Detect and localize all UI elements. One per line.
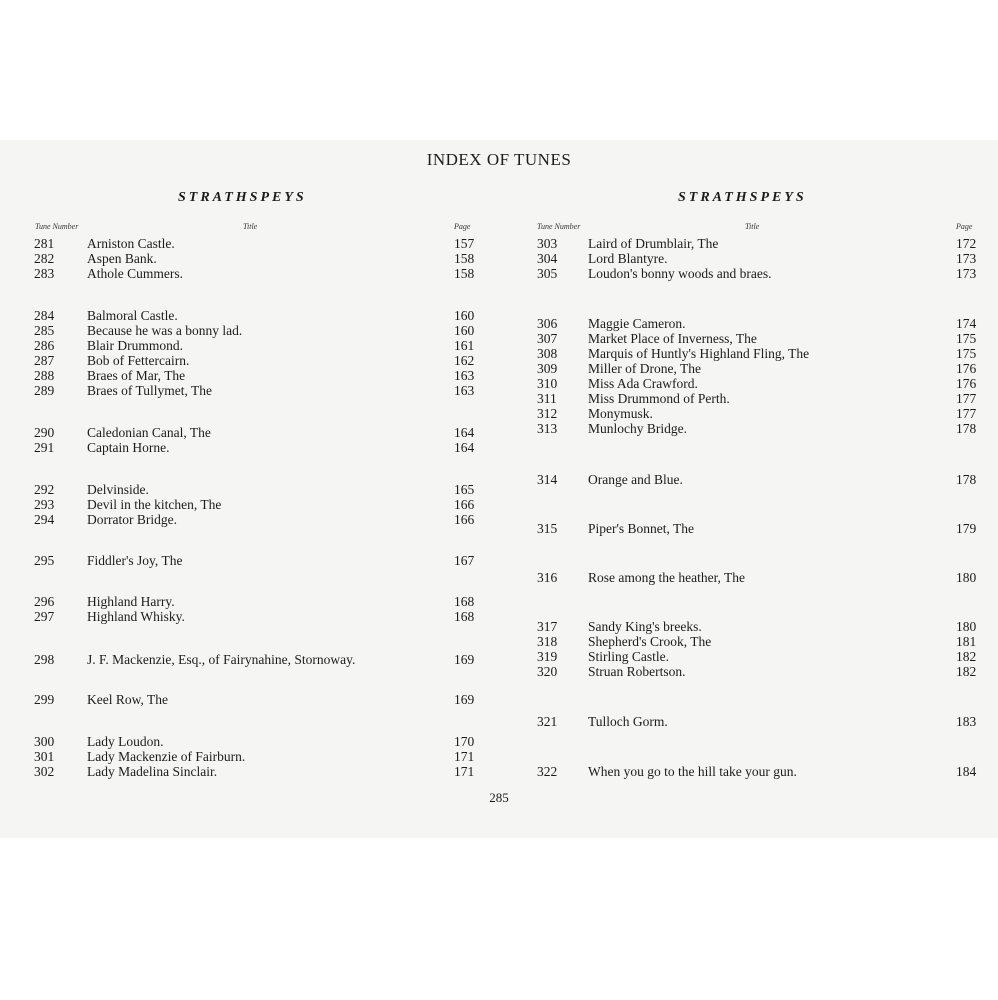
tune-title: Laird of Drumblair, The <box>588 236 719 251</box>
tune-title: Sandy King's breeks. <box>588 619 702 634</box>
page-ref: 163 <box>454 383 475 398</box>
tune-number: 320 <box>537 664 558 679</box>
page-ref: 170 <box>454 734 475 749</box>
page-ref: 166 <box>454 512 475 527</box>
page-ref: 172 <box>956 236 977 251</box>
tune-number: 285 <box>34 323 55 338</box>
page-ref: 167 <box>454 553 475 568</box>
tune-title: Because he was a bonny lad. <box>87 323 243 338</box>
tune-number: 298 <box>34 652 55 667</box>
tune-title: Delvinside. <box>87 482 149 497</box>
tune-title: Maggie Cameron. <box>588 316 686 331</box>
page-ref: 175 <box>956 346 977 361</box>
page-ref: 180 <box>956 570 977 585</box>
tune-title: Rose among the heather, The <box>588 570 746 585</box>
page-ref: 166 <box>454 497 475 512</box>
tune-number: 290 <box>34 425 55 440</box>
tune-title: J. F. Mackenzie, Esq., of Fairynahine, Stornoway. <box>87 652 356 667</box>
tune-title: Orange and Blue. <box>588 472 683 487</box>
tune-number: 316 <box>537 570 558 585</box>
page-number: 285 <box>489 790 509 805</box>
tune-title: Monymusk. <box>588 406 653 421</box>
page-ref: 160 <box>454 308 475 323</box>
page-ref: 157 <box>454 236 475 251</box>
tune-title: Arniston Castle. <box>87 236 175 251</box>
tune-title: Athole Cummers. <box>87 266 183 281</box>
tune-title: Stirling Castle. <box>588 649 669 664</box>
tune-number: 321 <box>537 714 558 729</box>
tune-title: Miss Drummond of Perth. <box>588 391 730 406</box>
tune-number: 314 <box>537 472 558 487</box>
page-ref: 174 <box>956 316 977 331</box>
tune-number: 284 <box>34 308 55 323</box>
tune-title: Piper's Bonnet, The <box>588 521 695 536</box>
tune-number: 312 <box>537 406 558 421</box>
right-col-label-title: Title <box>745 222 760 231</box>
tune-number: 291 <box>34 440 55 455</box>
right-section-heading: STRATHSPEYS <box>678 190 807 205</box>
page-ref: 158 <box>454 251 475 266</box>
tune-title: Struan Robertson. <box>588 664 686 679</box>
page-ref: 158 <box>454 266 475 281</box>
page-ref: 164 <box>454 425 475 440</box>
page-ref: 177 <box>956 391 977 406</box>
page-ref: 183 <box>956 714 977 729</box>
tune-title: Dorrator Bridge. <box>87 512 177 527</box>
tune-number: 322 <box>537 764 558 779</box>
page-title: INDEX OF TUNES <box>426 150 572 169</box>
page-ref: 165 <box>454 482 475 497</box>
tune-number: 289 <box>34 383 55 398</box>
tune-number: 311 <box>537 391 557 406</box>
page-ref: 162 <box>454 353 475 368</box>
tune-title: Fiddler's Joy, The <box>87 553 183 568</box>
tune-title: Marquis of Huntly's Highland Fling, The <box>588 346 810 361</box>
page-ref: 171 <box>454 764 475 779</box>
page-ref: 163 <box>454 368 475 383</box>
page-ref: 168 <box>454 594 475 609</box>
tune-title: Caledonian Canal, The <box>87 425 211 440</box>
page-ref: 169 <box>454 652 475 667</box>
page-ref: 176 <box>956 361 977 376</box>
tune-title: When you go to the hill take your gun. <box>588 764 797 779</box>
tune-number: 315 <box>537 521 558 536</box>
tune-title: Keel Row, The <box>87 692 168 707</box>
page-ref: 178 <box>956 421 977 436</box>
tune-number: 313 <box>537 421 558 436</box>
tune-number: 295 <box>34 553 55 568</box>
page-ref: 160 <box>454 323 475 338</box>
tune-number: 308 <box>537 346 558 361</box>
page-ref: 178 <box>956 472 977 487</box>
left-col-label-tune-number: Tune Number <box>35 222 79 231</box>
page-ref: 161 <box>454 338 475 353</box>
left-col-label-title: Title <box>243 222 258 231</box>
page-ref: 173 <box>956 251 977 266</box>
tune-number: 319 <box>537 649 558 664</box>
tune-title: Munlochy Bridge. <box>588 421 687 436</box>
page-ref: 182 <box>956 664 977 679</box>
page-ref: 175 <box>956 331 977 346</box>
page-ref: 176 <box>956 376 977 391</box>
tune-title: Market Place of Inverness, The <box>588 331 757 346</box>
tune-number: 292 <box>34 482 55 497</box>
tune-number: 294 <box>34 512 55 527</box>
page-ref: 169 <box>454 692 475 707</box>
tune-number: 283 <box>34 266 55 281</box>
tune-title: Bob of Fettercairn. <box>87 353 190 368</box>
tune-number: 287 <box>34 353 55 368</box>
tune-number: 301 <box>34 749 55 764</box>
tune-title: Highland Harry. <box>87 594 175 609</box>
tune-number: 307 <box>537 331 558 346</box>
tune-title: Miller of Drone, The <box>588 361 701 376</box>
tune-title: Balmoral Castle. <box>87 308 178 323</box>
tune-title: Tulloch Gorm. <box>588 714 668 729</box>
tune-title: Loudon's bonny woods and braes. <box>588 266 772 281</box>
tune-title: Shepherd's Crook, The <box>588 634 712 649</box>
tune-title: Lady Mackenzie of Fairburn. <box>87 749 246 764</box>
left-section-heading: STRATHSPEYS <box>178 190 307 205</box>
tune-number: 302 <box>34 764 55 779</box>
tune-title: Lady Loudon. <box>87 734 164 749</box>
tune-title: Braes of Tullymet, The <box>87 383 213 398</box>
page-ref: 179 <box>956 521 977 536</box>
tune-number: 281 <box>34 236 55 251</box>
tune-title: Miss Ada Crawford. <box>588 376 698 391</box>
tune-title: Lady Madelina Sinclair. <box>87 764 218 779</box>
tune-number: 309 <box>537 361 558 376</box>
tune-number: 286 <box>34 338 55 353</box>
page-ref: 173 <box>956 266 977 281</box>
tune-number: 299 <box>34 692 55 707</box>
tune-number: 297 <box>34 609 55 624</box>
tune-title: Captain Horne. <box>87 440 170 455</box>
page-ref: 177 <box>956 406 977 421</box>
tune-number: 288 <box>34 368 55 383</box>
tune-number: 303 <box>537 236 558 251</box>
tune-title: Aspen Bank. <box>87 251 157 266</box>
right-col-label-tune-number: Tune Number <box>537 222 581 231</box>
tune-number: 293 <box>34 497 55 512</box>
tune-title: Highland Whisky. <box>87 609 185 624</box>
tune-number: 310 <box>537 376 558 391</box>
tune-title: Devil in the kitchen, The <box>87 497 222 512</box>
tune-number: 305 <box>537 266 558 281</box>
page-ref: 184 <box>956 764 977 779</box>
page-ref: 181 <box>956 634 977 649</box>
tune-number: 300 <box>34 734 55 749</box>
page-ref: 168 <box>454 609 475 624</box>
tune-number: 296 <box>34 594 55 609</box>
page-ref: 171 <box>454 749 475 764</box>
tune-number: 318 <box>537 634 558 649</box>
page-ref: 164 <box>454 440 475 455</box>
tune-number: 317 <box>537 619 558 634</box>
tune-title: Blair Drummond. <box>87 338 183 353</box>
page-ref: 180 <box>956 619 977 634</box>
tune-number: 306 <box>537 316 558 331</box>
right-col-label-page: Page <box>956 222 973 231</box>
tune-number: 304 <box>537 251 558 266</box>
tune-number: 282 <box>34 251 55 266</box>
tune-title: Lord Blantyre. <box>588 251 668 266</box>
tune-title: Braes of Mar, The <box>87 368 186 383</box>
left-col-label-page: Page <box>454 222 471 231</box>
page-ref: 182 <box>956 649 977 664</box>
